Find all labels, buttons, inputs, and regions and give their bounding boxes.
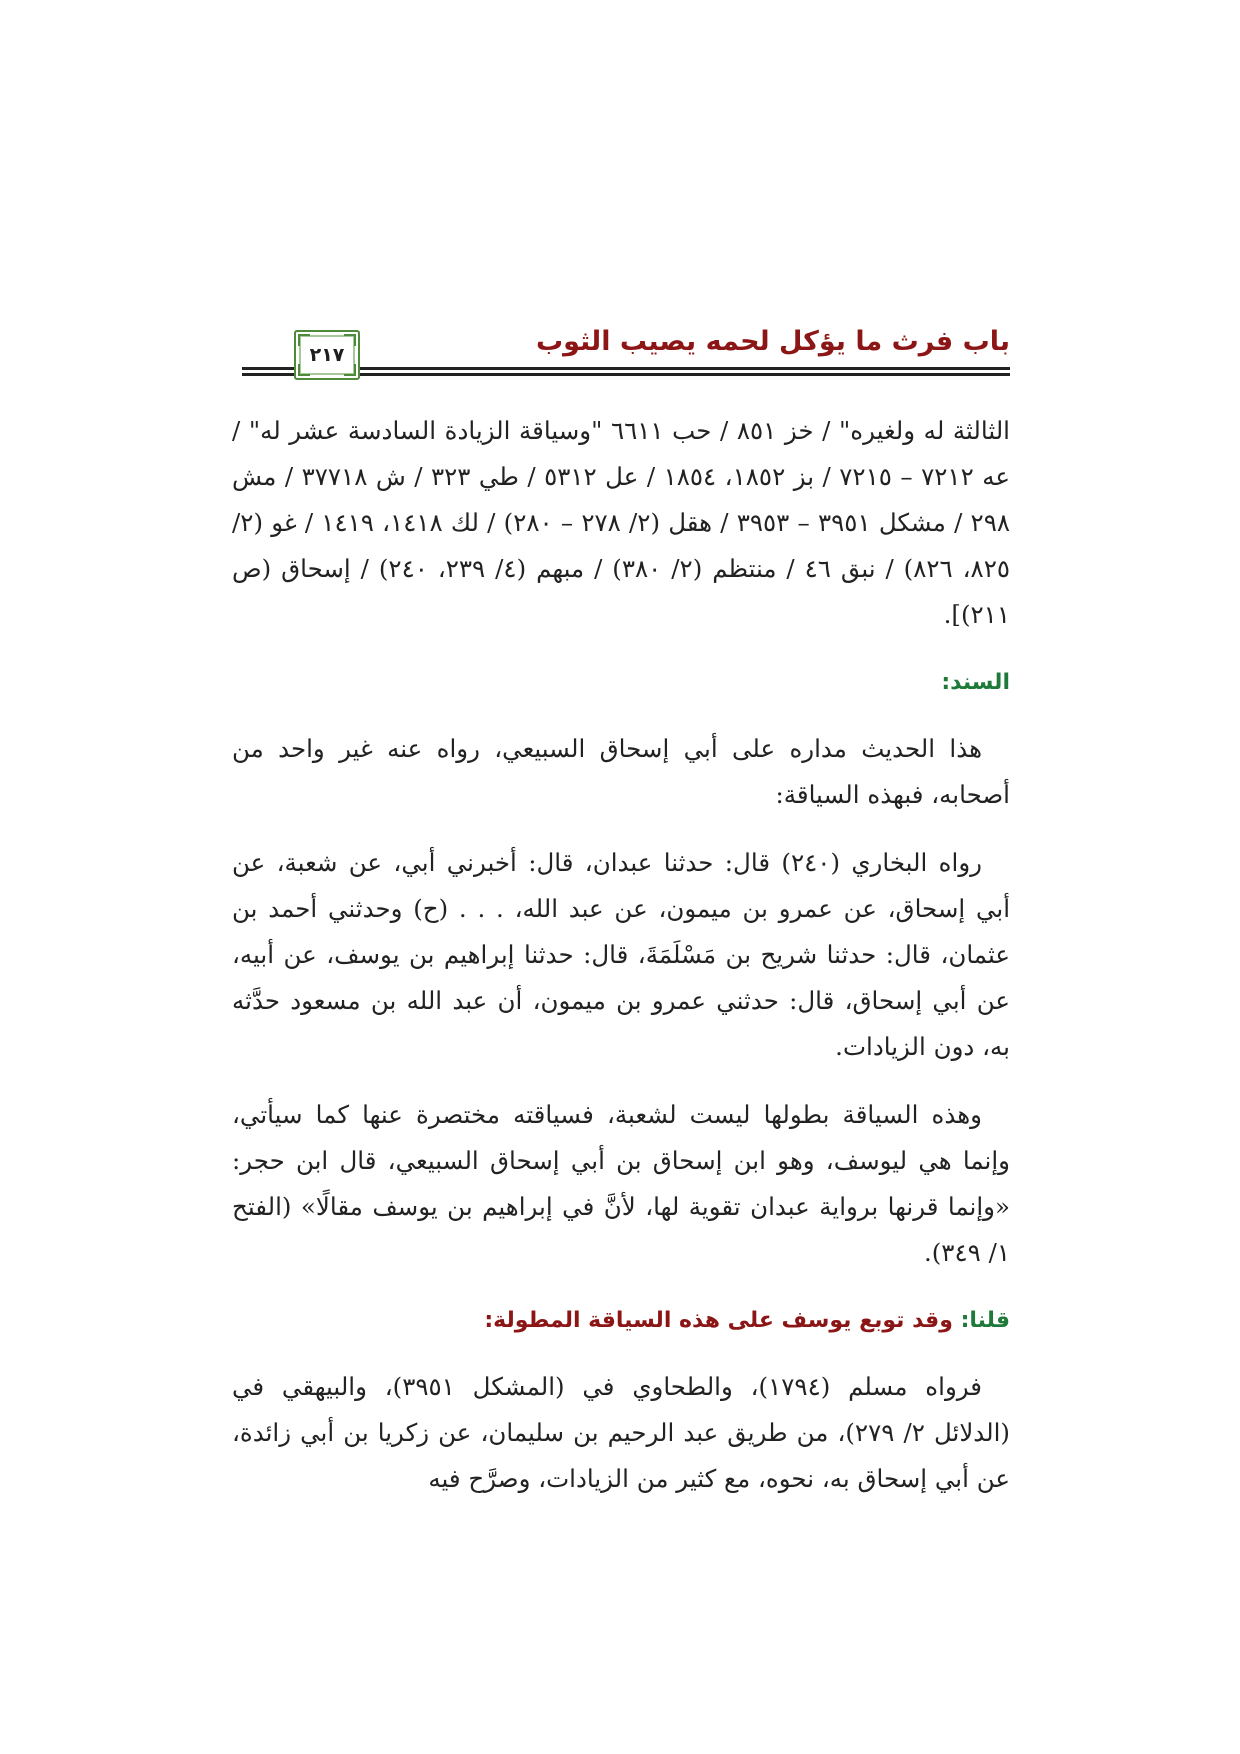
page-number-badge	[294, 330, 360, 380]
paragraph-2: رواه البخاري (٢٤٠) قال: حدثنا عبدان، قال: أخبرني أبي، عن شعبة، عن أبي إسحاق، عن عمرو بن ميمون، عن عبد الله، . . . (ح) وحدثني أحمد بن عثمان، قال: حدثنا شريح بن مَسْلَمَةَ، قال: حدثنا إبراهيم بن يوسف، عن أبيه، عن أبي إسحاق، قال: حدثني عمرو بن ميمون، أن عبد الله بن مسعود حدَّثه به، دون الزيادات.	[232, 848, 1010, 1061]
paragraph-3: وهذه السياقة بطولها ليست لشعبة، فسياقته مختصرة عنها كما سيأتي، وإنما هي ليوسف، وهو ابن إسحاق بن أبي إسحاق السبيعي، قال ابن حجر: «وإنما قرنها برواية عبدان تقوية لها، لأنَّ في إبراهيم بن يوسف مقالًا» (الفتح ١/ ٣٤٩).	[232, 1100, 1010, 1267]
ornament-corner-icon	[298, 364, 310, 376]
chapter-title: باب فرث ما يؤكل لحمه يصيب الثوب	[535, 326, 1010, 357]
paragraph-4: فرواه مسلم (١٧٩٤)، والطحاوي في (المشكل ٣٩٥١)، والبيهقي في (الدلائل ٢/ ٢٧٩)، من طريق عبد الرحيم بن سليمان، عن زكريا بن أبي زائدة، عن أبي إسحاق به، نحوه، مع كثير من الزيادات، وصرَّح فيه	[232, 1372, 1010, 1493]
ornament-corner-icon	[344, 334, 356, 346]
page-header	[242, 322, 1010, 378]
references-paragraph: الثالثة له ولغيره" / خز ٨٥١ / حب ٦٦١١ "وسياقة الزيادة السادسة عشر له" / عه ٧٢١٢ – ٧٢١٥ / بز ١٨٥٢، ١٨٥٤ / عل ٥٣١٢ / طي ٣٢٣ / ش ٣٧٧١٨ / مش ٢٩٨ / مشكل ٣٩٥١ – ٣٩٥٣ / هقل (٢/ ٢٧٨ – ٢٨٠) / لك ١٤١٨، ١٤١٩ / غو (٢/ ٨٢٥، ٨٢٦) / نبق ٤٦ / منتظم (٢/ ٣٨٠) / مبهم (٤/ ٢٣٩، ٢٤٠) / إسحاق (ص ٢١١)].	[232, 416, 1011, 629]
ornament-corner-icon	[344, 364, 356, 376]
page-number: ٢١٧	[309, 344, 345, 366]
paragraph-1: هذا الحديث مداره على أبي إسحاق السبيعي، رواه عنه غير واحد من أصحابه، فبهذه السياقة:	[232, 734, 1010, 809]
heading-rest: وقد توبع يوسف على هذه السياقة المطولة:	[484, 1308, 953, 1333]
section-heading-sanad: السند:	[941, 670, 1010, 695]
heading-lead: قلنا:	[960, 1308, 1010, 1333]
section-heading-qulna	[232, 1298, 1010, 1344]
body-text	[232, 408, 1010, 1524]
ornament-corner-icon	[298, 334, 310, 346]
